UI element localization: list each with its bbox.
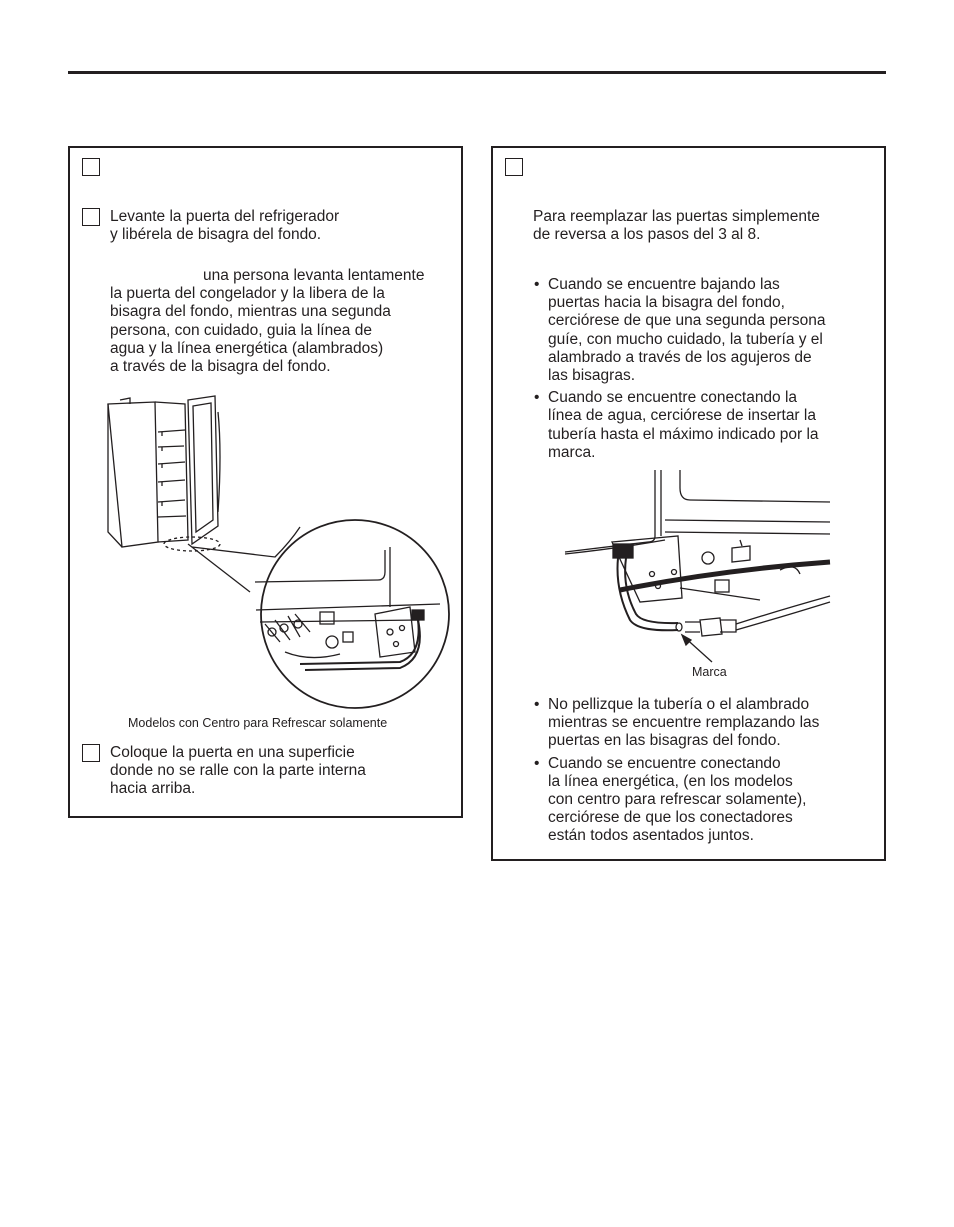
step-place-checkbox[interactable]: [82, 744, 100, 762]
section-checkbox-left[interactable]: [82, 158, 100, 176]
list-item: • No pellizque la tubería o el alambrado mientras se encuentre remplazando las puertas en las bisagras del fondo.: [534, 696, 819, 751]
figure-caption-left: Modelos con Centro para Refrescar solamente: [128, 716, 388, 730]
list-item: • Cuando se encuentre conectando la línea de agua, cerciórese de insertar la tubería hasta el máximo indicado por la marca.: [534, 389, 825, 462]
section-checkbox-right[interactable]: [505, 158, 523, 176]
refrigerator-hinge-illustration: [100, 392, 450, 712]
replace-tips-list-top: [534, 276, 825, 466]
step-lift-text: Levante la puerta del refrigerador y libérela de bisagra del fondo.: [110, 208, 340, 244]
list-item: • Cuando se encuentre conectando la línea energética, (en los modelos con centro para refrescar solamente), cerciórese de que los conectadores están todos asentados juntos.: [534, 755, 819, 846]
list-item: • Cuando se encuentre bajando las puertas hacia la bisagra del fondo, cerciórese de que una segunda persona guíe, con mucho cuidado, la tubería y el alambrado a través de los agujeros de las bisagras.: [534, 276, 825, 385]
mark-label: Marca: [692, 665, 727, 679]
step-place-text: Coloque la puerta en una superficie donde no se ralle con la parte interna hacia arriba.: [110, 744, 366, 798]
header-rule: [68, 71, 886, 74]
two-person-note: una persona levanta lentamente la puerta del congelador y la libera de la bisagra del fondo, mientras una segunda persona, con cuidado, guia la línea de agua y la línea energética (alambrados) a través de la bisagra del fondo.: [110, 267, 425, 376]
water-line-hinge-illustration: [560, 470, 835, 660]
replace-tips-list-bottom: [534, 696, 819, 850]
replace-intro-text: Para reemplazar las puertas simplemente de reversa a los pasos del 3 al 8.: [533, 208, 820, 244]
step-lift-checkbox[interactable]: [82, 208, 100, 226]
